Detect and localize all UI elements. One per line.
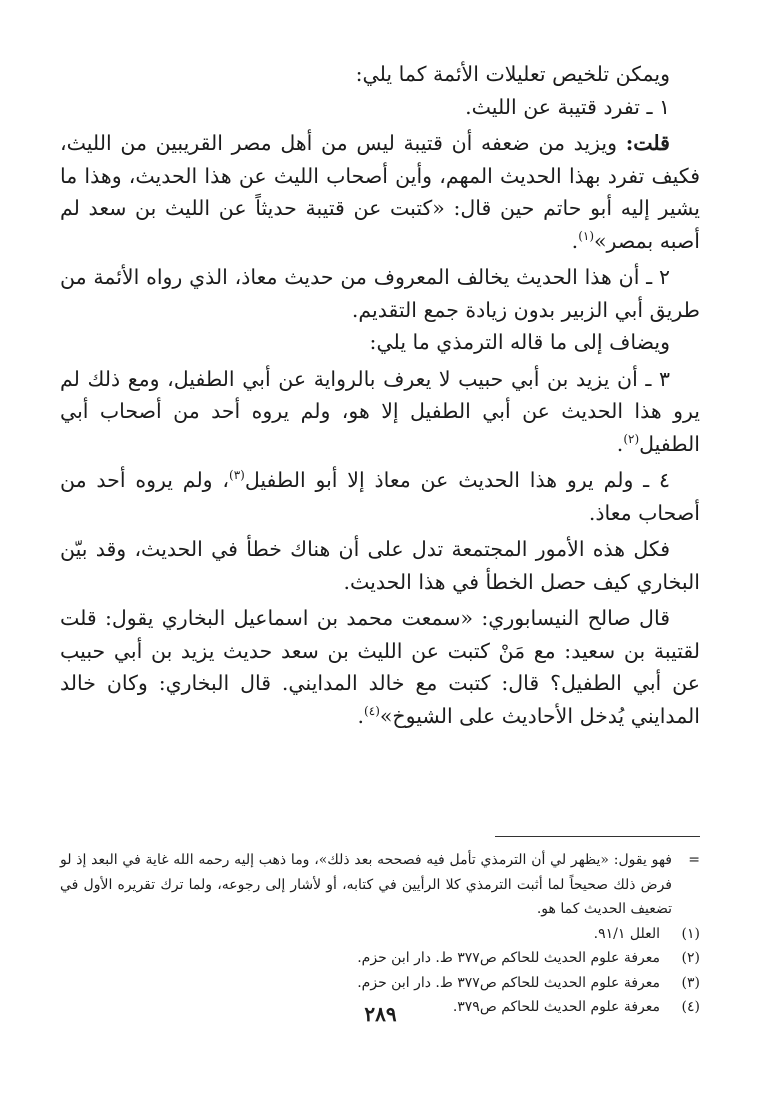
footnote-continuation	[60, 848, 700, 922]
paragraph-text: ويمكن تلخيص تعليلات الأئمة كما يلي:	[355, 62, 670, 86]
footnote-ref: (٣)	[229, 468, 245, 483]
footnote-divider	[495, 836, 700, 837]
continuation-mark: =	[688, 852, 700, 868]
list-item-text: ٣ ـ أن يزيد بن أبي حبيب لا يعرف بالرواية عن أبي الطفيل، ومع ذلك لم يرو هذا الحديث عن أبي الطفيل إلا هو، ولم يروه أحد من أصحاب أبي الطفيل	[60, 366, 700, 456]
paragraph	[60, 326, 700, 359]
footnote-number: (٤)	[681, 999, 700, 1015]
qult-label: قلت:	[625, 131, 670, 155]
paragraph-text: ويزيد من ضعفه أن قتيبة ليس من أهل مصر القريبين من الليث، فكيف تفرد بهذا الحديث المهم، وأين أصحاب الليث عن هذا الحديث، وهذا ما يشير إليه أبو حاتم حين قال: «كتبت عن قتيبة حديثاً عن الليث بن سعد لم أصبه بمصر»	[60, 131, 701, 253]
paragraph-text: فكل هذه الأمور المجتمعة تدل على أن هناك خطأ في الحديث، وقد بيّن البخاري كيف حصل الخطأ في هذا الحديث.	[60, 537, 700, 594]
paragraph-text: ويضاف إلى ما قاله الترمذي ما يلي:	[369, 330, 670, 354]
punctuation: .	[357, 703, 365, 728]
punctuation: .	[571, 228, 579, 253]
footnote-1	[60, 922, 700, 947]
list-item-1	[60, 91, 700, 124]
paragraph	[60, 127, 700, 257]
footnote-2	[60, 946, 700, 971]
list-item-text: ، ولم يروه أحد من أصحاب معاذ.	[60, 468, 700, 525]
main-text	[60, 58, 700, 732]
paragraph	[60, 533, 700, 598]
list-item-text: ٢ ـ أن هذا الحديث يخالف المعروف من حديث معاذ، الذي رواه الأئمة من طريق أبي الزبير بدون زيادة جمع التقديم.	[60, 265, 700, 322]
footnote-text: معرفة علوم الحديث للحاكم ص٣٧٧ ط. دار ابن حزم.	[357, 950, 660, 966]
list-item-text: ٤ ـ ولم يرو هذا الحديث عن معاذ إلا أبو الطفيل	[244, 468, 670, 492]
footnote-3	[60, 971, 700, 996]
paragraph-text: قال صالح النيسابوري: «سمعت محمد بن اسماعيل البخاري يقول: قلت لقتيبة بن سعيد: مع مَنْ كتبت عن الليث بن سعد حديث يزيد بن أبي حبيب عن أبي الطفيل؟ قال: كتبت مع خالد المدايني. قال البخاري: وكان خالد المدايني يُدخل الأحاديث على الشيوخ»	[60, 606, 700, 728]
page-number: ٢٨٩	[364, 1002, 397, 1026]
footnote-ref: (٢)	[623, 431, 640, 446]
footnote-number: (٣)	[681, 974, 700, 991]
footnote-text: العلل ٩١/١.	[593, 925, 660, 942]
footnote-number: (٢)	[681, 950, 700, 966]
list-item-3	[60, 363, 700, 461]
list-item-text: ١ ـ تفرد قتيبة عن الليث.	[465, 94, 670, 119]
footnote-text: معرفة علوم الحديث للحاكم ص٣٧٧ ط. دار ابن حزم.	[357, 974, 660, 991]
footnote-text: فهو يقول: «يظهر لي أن الترمذي تأمل فيه فصححه بعد ذلك»، وما ذهب إليه رحمه الله غاية في البعد إذ لو فرض ذلك صحيحاً لما أثبت الترمذي كلا الرأيين في كتابه، أو لأشار إلى رجوعه، ولما ترك تقريره الأول في تضعيف الحديث كما هو.	[60, 852, 672, 917]
list-item-2	[60, 261, 700, 326]
paragraph	[60, 58, 700, 91]
punctuation: .	[616, 431, 624, 456]
footnote-ref: (١)	[578, 228, 595, 243]
footnotes	[60, 848, 700, 1020]
footnote-text: معرفة علوم الحديث للحاكم ص٣٧٩.	[452, 999, 660, 1015]
paragraph	[60, 602, 700, 732]
footnote-ref: (٤)	[364, 703, 380, 718]
list-item-4	[60, 464, 700, 529]
footnote-number: (١)	[681, 925, 700, 942]
